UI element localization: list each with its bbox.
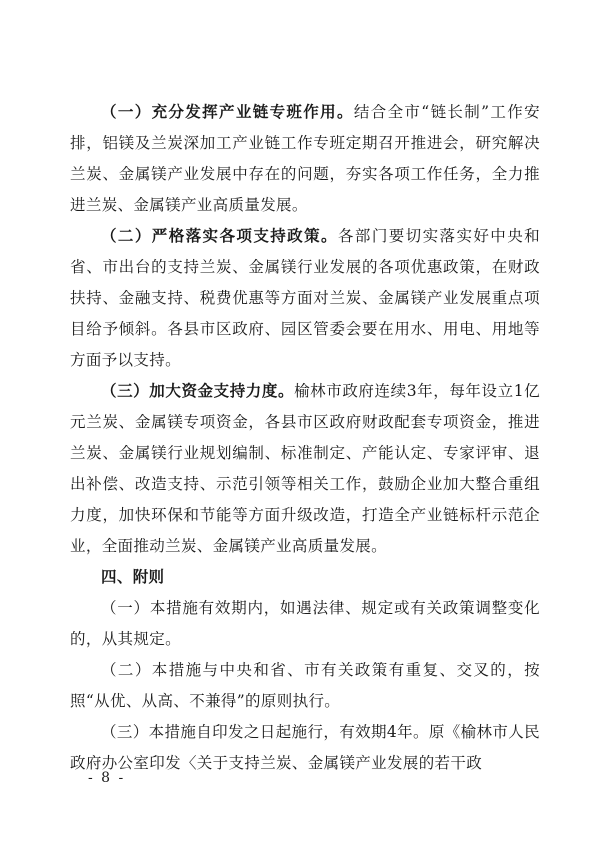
paragraph-text: 各部门要切实落实好中央和省、市出台的支持兰炭、金属镁行业发展的各项优惠政策，在财政扶持、金融支持、税费优惠等方面对兰炭、金属镁产业发展重点项目给予倾斜。各县市区政府、园区管委会要在用水、用电、用地等方面予以支持。 [70, 227, 541, 369]
paragraph-support-policy [70, 221, 540, 376]
paragraph-text: 结合全市“链长制”工作安排，铝镁及兰炭深加工产业链工作专班定期召开推进会，研究解决兰炭、金属镁产业发展中存在的问题，夯实各项工作任务，全力推进兰炭、金属镁产业高质量发展。 [70, 103, 540, 214]
page-number: - 8 - [88, 770, 126, 786]
document-body [70, 97, 540, 779]
paragraph-funding [70, 376, 540, 562]
section-heading-appendix: 四、附则 [101, 568, 165, 586]
paragraph-lead: （二）严格落实各项支持政策。 [101, 227, 338, 245]
appendix-item: （三）本措施自印发之日起施行，有效期4年。原《榆林市人民政府办公室印发〈关于支持兰炭、金属镁产业发展的若干政 [70, 723, 540, 772]
paragraph-lead: （三）加大资金支持力度。 [101, 382, 295, 400]
paragraph-industry-chain [70, 97, 540, 221]
appendix-item: （一）本措施有效期内，如遇法律、规定或有关政策调整变化的，从其规定。 [70, 599, 540, 648]
appendix-item: （二）本措施与中央和省、市有关政策有重复、交叉的，按照“从优、从高、不兼得”的原则执行。 [70, 661, 540, 710]
paragraph-text: 榆林市政府连续3年，每年设立1亿元兰炭、金属镁专项资金，各县市区政府财政配套专项资金，推进兰炭、金属镁行业规划编制、标准制定、产能认定、专家评审、退出补偿、改造支持、示范引领等相关工作，鼓励企业加大整合重组力度，加快环保和节能等方面升级改造，打造全产业链标杆示范企业，全面推动兰炭、金属镁产业高质量发展。 [70, 382, 540, 555]
paragraph-lead: （一）充分发挥产业链专班作用。 [101, 103, 354, 121]
